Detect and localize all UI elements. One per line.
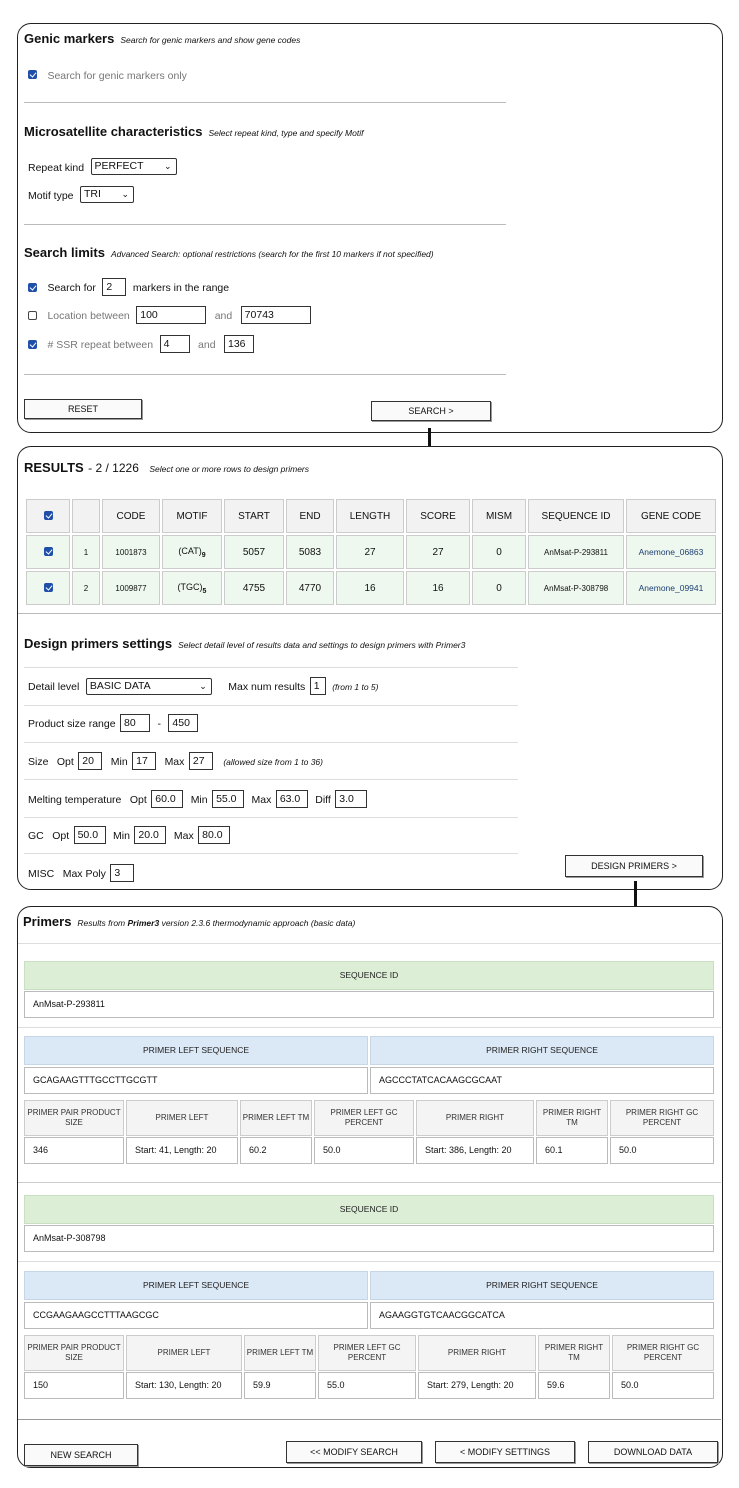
col-primer-left-gc: PRIMER LEFT GC PERCENT bbox=[314, 1100, 414, 1136]
motif-repeats: 5 bbox=[202, 587, 207, 595]
genic-only-row bbox=[28, 66, 187, 84]
genic-only-checkbox[interactable] bbox=[28, 70, 37, 79]
col-code: CODE bbox=[102, 499, 160, 533]
results-header bbox=[24, 459, 309, 477]
melting-max-input[interactable]: 63.0 bbox=[276, 790, 308, 808]
max-poly-label: Max Poly bbox=[62, 868, 106, 881]
row-gene-code-link[interactable]: Anemone_09941 bbox=[626, 571, 716, 605]
ssr-min-input[interactable]: 4 bbox=[160, 335, 190, 353]
col-gene-code: GENE CODE bbox=[626, 499, 716, 533]
location-checkbox[interactable] bbox=[28, 311, 37, 320]
pair-size-value: 150 bbox=[24, 1372, 124, 1399]
col-primer-right-gc: PRIMER RIGHT GC PERCENT bbox=[612, 1335, 714, 1371]
col-pair-size: PRIMER PAIR PRODUCT SIZE bbox=[24, 1100, 124, 1136]
max-num-hint: (from 1 to 5) bbox=[332, 682, 379, 693]
primer-left-tm-value: 60.2 bbox=[240, 1137, 312, 1164]
row-score: 27 bbox=[406, 535, 470, 569]
modify-search-button[interactable]: << MODIFY SEARCH bbox=[286, 1441, 422, 1463]
modify-settings-button[interactable]: < MODIFY SETTINGS bbox=[435, 1441, 575, 1463]
size-opt-input[interactable]: 20 bbox=[78, 752, 102, 770]
row-motif bbox=[162, 535, 222, 569]
row-gene-code-link[interactable]: Anemone_06863 bbox=[626, 535, 716, 569]
col-primer-right: PRIMER RIGHT bbox=[418, 1335, 536, 1371]
col-sequence-id: SEQUENCE ID bbox=[528, 499, 624, 533]
product-min-input[interactable]: 80 bbox=[120, 714, 150, 732]
detail-level-select[interactable] bbox=[86, 678, 212, 695]
micro-subtitle: Select repeat kind, type and specify Motif bbox=[208, 128, 364, 138]
size-hint: (allowed size from 1 to 36) bbox=[223, 757, 323, 768]
ssr-label: # SSR repeat between bbox=[47, 339, 154, 352]
melting-opt-input[interactable]: 60.0 bbox=[151, 790, 183, 808]
detail-level-label: Detail level bbox=[28, 681, 80, 694]
primer-right-value: Start: 386, Length: 20 bbox=[416, 1137, 534, 1164]
primer-left-gc-value: 55.0 bbox=[318, 1372, 416, 1399]
size-min-label: Min bbox=[110, 756, 128, 769]
col-primer-right-gc: PRIMER RIGHT GC PERCENT bbox=[610, 1100, 714, 1136]
chevron-down-icon: ⌄ bbox=[121, 189, 129, 200]
primers-sub-post: version 2.3.6 thermodynamic approach (basic data) bbox=[161, 918, 356, 928]
primer-right-tm-value: 59.6 bbox=[538, 1372, 610, 1399]
row-index: 2 bbox=[72, 571, 100, 605]
motif-type-value: TRI bbox=[83, 188, 101, 201]
melting-row bbox=[28, 790, 367, 808]
location-max-input[interactable]: 70743 bbox=[241, 306, 311, 324]
row-checkbox[interactable] bbox=[44, 547, 53, 556]
primers-title: Primers bbox=[23, 914, 72, 929]
size-label: Size bbox=[28, 756, 49, 769]
col-length: LENGTH bbox=[336, 499, 404, 533]
search-for-checkbox[interactable] bbox=[28, 283, 37, 292]
primer-right-value: Start: 279, Length: 20 bbox=[418, 1372, 536, 1399]
search-panel bbox=[17, 23, 723, 433]
primer-right-gc-value: 50.0 bbox=[610, 1137, 714, 1164]
primer-left-value: Start: 41, Length: 20 bbox=[126, 1137, 238, 1164]
genic-subtitle: Search for genic markers and show gene codes bbox=[120, 35, 301, 45]
melting-diff-input[interactable]: 3.0 bbox=[335, 790, 367, 808]
max-num-label: Max num results bbox=[228, 681, 306, 694]
search-for-label: Search for bbox=[47, 282, 96, 295]
micro-title: Microsatellite characteristics bbox=[24, 124, 203, 139]
select-all-cell[interactable] bbox=[26, 499, 70, 533]
ssr-and-label: and bbox=[198, 339, 216, 352]
primer-left-tm-value: 59.9 bbox=[244, 1372, 316, 1399]
col-score: SCORE bbox=[406, 499, 470, 533]
row-mism: 0 bbox=[472, 571, 526, 605]
size-row bbox=[28, 752, 323, 770]
select-all-checkbox[interactable] bbox=[44, 511, 53, 520]
search-for-input[interactable]: 2 bbox=[102, 278, 126, 296]
primer-right-seq-value: AGCCCTATCACAAGCGCAAT bbox=[370, 1067, 714, 1094]
divider bbox=[24, 705, 518, 706]
genic-header bbox=[24, 30, 300, 48]
row-sequence-id: AnMsat-P-308798 bbox=[528, 571, 624, 605]
primer-right-seq-header: PRIMER RIGHT SEQUENCE bbox=[370, 1036, 714, 1065]
row-select-cell[interactable] bbox=[26, 571, 70, 605]
gc-min-input[interactable]: 20.0 bbox=[134, 826, 166, 844]
motif-text: (TGC) bbox=[177, 581, 203, 592]
primers-header bbox=[23, 913, 355, 931]
misc-row bbox=[28, 864, 134, 882]
gc-max-label: Max bbox=[173, 830, 194, 843]
divider bbox=[18, 1261, 721, 1262]
design-header bbox=[24, 635, 465, 653]
repeat-kind-label: Repeat kind bbox=[28, 162, 85, 174]
size-max-label: Max bbox=[164, 756, 185, 769]
divider bbox=[18, 943, 721, 944]
divider bbox=[24, 853, 518, 854]
gc-max-input[interactable]: 80.0 bbox=[198, 826, 230, 844]
search-for-row bbox=[28, 278, 229, 296]
table-row[interactable] bbox=[26, 571, 716, 605]
primer-left-value: Start: 130, Length: 20 bbox=[126, 1372, 242, 1399]
product-size-row bbox=[28, 714, 198, 732]
divider bbox=[24, 667, 518, 668]
results-panel bbox=[17, 446, 723, 890]
repeat-kind-select[interactable] bbox=[91, 158, 177, 175]
row-start: 5057 bbox=[224, 535, 284, 569]
micro-header bbox=[24, 123, 363, 141]
motif-type-label: Motif type bbox=[28, 190, 74, 202]
index-header bbox=[72, 499, 100, 533]
row-code: 1009877 bbox=[102, 571, 160, 605]
primer-left-seq-value: GCAGAAGTTTGCCTTGCGTT bbox=[24, 1067, 368, 1094]
primers-panel bbox=[17, 906, 723, 1468]
primer-left-gc-value: 50.0 bbox=[314, 1137, 414, 1164]
results-subtitle: Select one or more rows to design primers bbox=[149, 464, 310, 474]
ssr-row bbox=[28, 335, 254, 353]
detail-level-value: BASIC DATA bbox=[89, 679, 151, 692]
primer-right-seq-header: PRIMER RIGHT SEQUENCE bbox=[370, 1271, 714, 1300]
row-score: 16 bbox=[406, 571, 470, 605]
download-data-button[interactable]: DOWNLOAD DATA bbox=[588, 1441, 718, 1463]
genic-title: Genic markers bbox=[24, 31, 115, 46]
melting-min-input[interactable]: 55.0 bbox=[212, 790, 244, 808]
results-title: RESULTS bbox=[24, 460, 84, 475]
location-label: Location between bbox=[47, 310, 130, 323]
results-table bbox=[24, 497, 718, 607]
primers-subtitle bbox=[77, 918, 355, 928]
detail-level-row bbox=[28, 677, 379, 695]
max-poly-input[interactable]: 3 bbox=[110, 864, 134, 882]
gc-min-label: Min bbox=[113, 830, 130, 843]
col-primer-left-gc: PRIMER LEFT GC PERCENT bbox=[318, 1335, 416, 1371]
divider bbox=[24, 224, 506, 225]
ssr-max-input[interactable]: 136 bbox=[224, 335, 254, 353]
sequence-id-value: AnMsat-P-308798 bbox=[24, 1225, 714, 1252]
size-opt-label: Opt bbox=[56, 756, 74, 769]
primer-left-seq-header: PRIMER LEFT SEQUENCE bbox=[24, 1271, 368, 1300]
product-dash: - bbox=[157, 718, 161, 731]
motif-text: (CAT) bbox=[178, 545, 202, 556]
divider bbox=[24, 779, 518, 780]
primer-right-seq-value: AGAAGGTGTCAACGGCATCA bbox=[370, 1302, 714, 1329]
ssr-checkbox[interactable] bbox=[28, 340, 37, 349]
col-primer-left: PRIMER LEFT bbox=[126, 1100, 238, 1136]
col-pair-size: PRIMER PAIR PRODUCT SIZE bbox=[24, 1335, 124, 1371]
location-min-input[interactable]: 100 bbox=[136, 306, 206, 324]
melting-diff-label: Diff bbox=[315, 794, 331, 807]
table-row[interactable] bbox=[26, 535, 716, 569]
design-title: Design primers settings bbox=[24, 636, 173, 651]
col-start: START bbox=[224, 499, 284, 533]
col-primer-right: PRIMER RIGHT bbox=[416, 1100, 534, 1136]
divider bbox=[24, 742, 518, 743]
row-length: 27 bbox=[336, 535, 404, 569]
row-select-cell[interactable] bbox=[26, 535, 70, 569]
divider bbox=[24, 374, 506, 375]
max-num-input[interactable]: 1 bbox=[310, 677, 326, 695]
row-motif bbox=[162, 571, 222, 605]
limits-header bbox=[24, 244, 434, 262]
chevron-down-icon: ⌄ bbox=[199, 680, 207, 691]
results-count: - 2 / 1226 bbox=[88, 461, 139, 475]
location-and-label: and bbox=[214, 310, 233, 323]
primer-left-seq-value: CCGAAGAAGCCTTTAAGCGC bbox=[24, 1302, 368, 1329]
product-max-input[interactable]: 450 bbox=[168, 714, 198, 732]
gc-label: GC bbox=[28, 830, 44, 843]
col-primer-right-tm: PRIMER RIGHT TM bbox=[536, 1100, 608, 1136]
row-end: 5083 bbox=[286, 535, 334, 569]
motif-type-select[interactable] bbox=[80, 186, 134, 203]
markers-range-label: markers in the range bbox=[132, 282, 230, 295]
col-primer-right-tm: PRIMER RIGHT TM bbox=[538, 1335, 610, 1371]
primer-right-gc-value: 50.0 bbox=[612, 1372, 714, 1399]
col-primer-left-tm: PRIMER LEFT TM bbox=[240, 1100, 312, 1136]
divider bbox=[24, 817, 518, 818]
melting-min-label: Min bbox=[190, 794, 208, 807]
sequence-id-header: SEQUENCE ID bbox=[24, 961, 714, 990]
primers-sub-tool: Primer3 bbox=[127, 918, 160, 928]
search-button[interactable]: SEARCH > bbox=[371, 401, 491, 421]
row-end: 4770 bbox=[286, 571, 334, 605]
design-subtitle: Select detail level of results data and settings to design primers with Primer3 bbox=[178, 640, 466, 650]
pair-size-value: 346 bbox=[24, 1137, 124, 1164]
col-end: END bbox=[286, 499, 334, 533]
col-mism: MISM bbox=[472, 499, 526, 533]
divider bbox=[18, 1182, 721, 1183]
row-code: 1001873 bbox=[102, 535, 160, 569]
new-search-button[interactable]: NEW SEARCH bbox=[24, 1444, 138, 1466]
size-max-input[interactable]: 27 bbox=[189, 752, 213, 770]
primer-left-seq-header: PRIMER LEFT SEQUENCE bbox=[24, 1036, 368, 1065]
misc-label: MISC bbox=[28, 868, 55, 881]
gc-opt-label: Opt bbox=[52, 830, 70, 843]
reset-button[interactable]: RESET bbox=[24, 399, 142, 419]
product-size-label: Product size range bbox=[28, 718, 116, 731]
melting-label: Melting temperature bbox=[28, 794, 122, 807]
row-checkbox[interactable] bbox=[44, 583, 53, 592]
row-sequence-id: AnMsat-P-293811 bbox=[528, 535, 624, 569]
sequence-id-value: AnMsat-P-293811 bbox=[24, 991, 714, 1018]
melting-max-label: Max bbox=[251, 794, 272, 807]
row-mism: 0 bbox=[472, 535, 526, 569]
row-length: 16 bbox=[336, 571, 404, 605]
col-motif: MOTIF bbox=[162, 499, 222, 533]
primer-right-tm-value: 60.1 bbox=[536, 1137, 608, 1164]
motif-type-row bbox=[28, 186, 134, 204]
sequence-id-header: SEQUENCE ID bbox=[24, 1195, 714, 1224]
melting-opt-label: Opt bbox=[129, 794, 147, 807]
divider bbox=[24, 102, 506, 103]
limits-subtitle: Advanced Search: optional restrictions (search for the first 10 markers if not specified) bbox=[110, 249, 434, 259]
divider bbox=[18, 1419, 721, 1420]
location-row bbox=[28, 306, 311, 324]
repeat-kind-row bbox=[28, 158, 177, 176]
divider bbox=[18, 613, 721, 614]
results-header-row bbox=[26, 499, 716, 533]
row-index: 1 bbox=[72, 535, 100, 569]
design-primers-button[interactable]: DESIGN PRIMERS > bbox=[565, 855, 703, 877]
repeat-kind-value: PERFECT bbox=[94, 160, 144, 173]
genic-only-label: Search for genic markers only bbox=[47, 70, 187, 82]
gc-row bbox=[28, 826, 230, 844]
col-primer-left-tm: PRIMER LEFT TM bbox=[244, 1335, 316, 1371]
limits-title: Search limits bbox=[24, 245, 105, 260]
motif-repeats: 9 bbox=[201, 551, 206, 559]
divider bbox=[18, 1027, 721, 1028]
primers-sub-pre: Results from bbox=[77, 918, 126, 928]
col-primer-left: PRIMER LEFT bbox=[126, 1335, 242, 1371]
size-min-input[interactable]: 17 bbox=[132, 752, 156, 770]
row-start: 4755 bbox=[224, 571, 284, 605]
chevron-down-icon: ⌄ bbox=[163, 161, 172, 172]
gc-opt-input[interactable]: 50.0 bbox=[74, 826, 106, 844]
